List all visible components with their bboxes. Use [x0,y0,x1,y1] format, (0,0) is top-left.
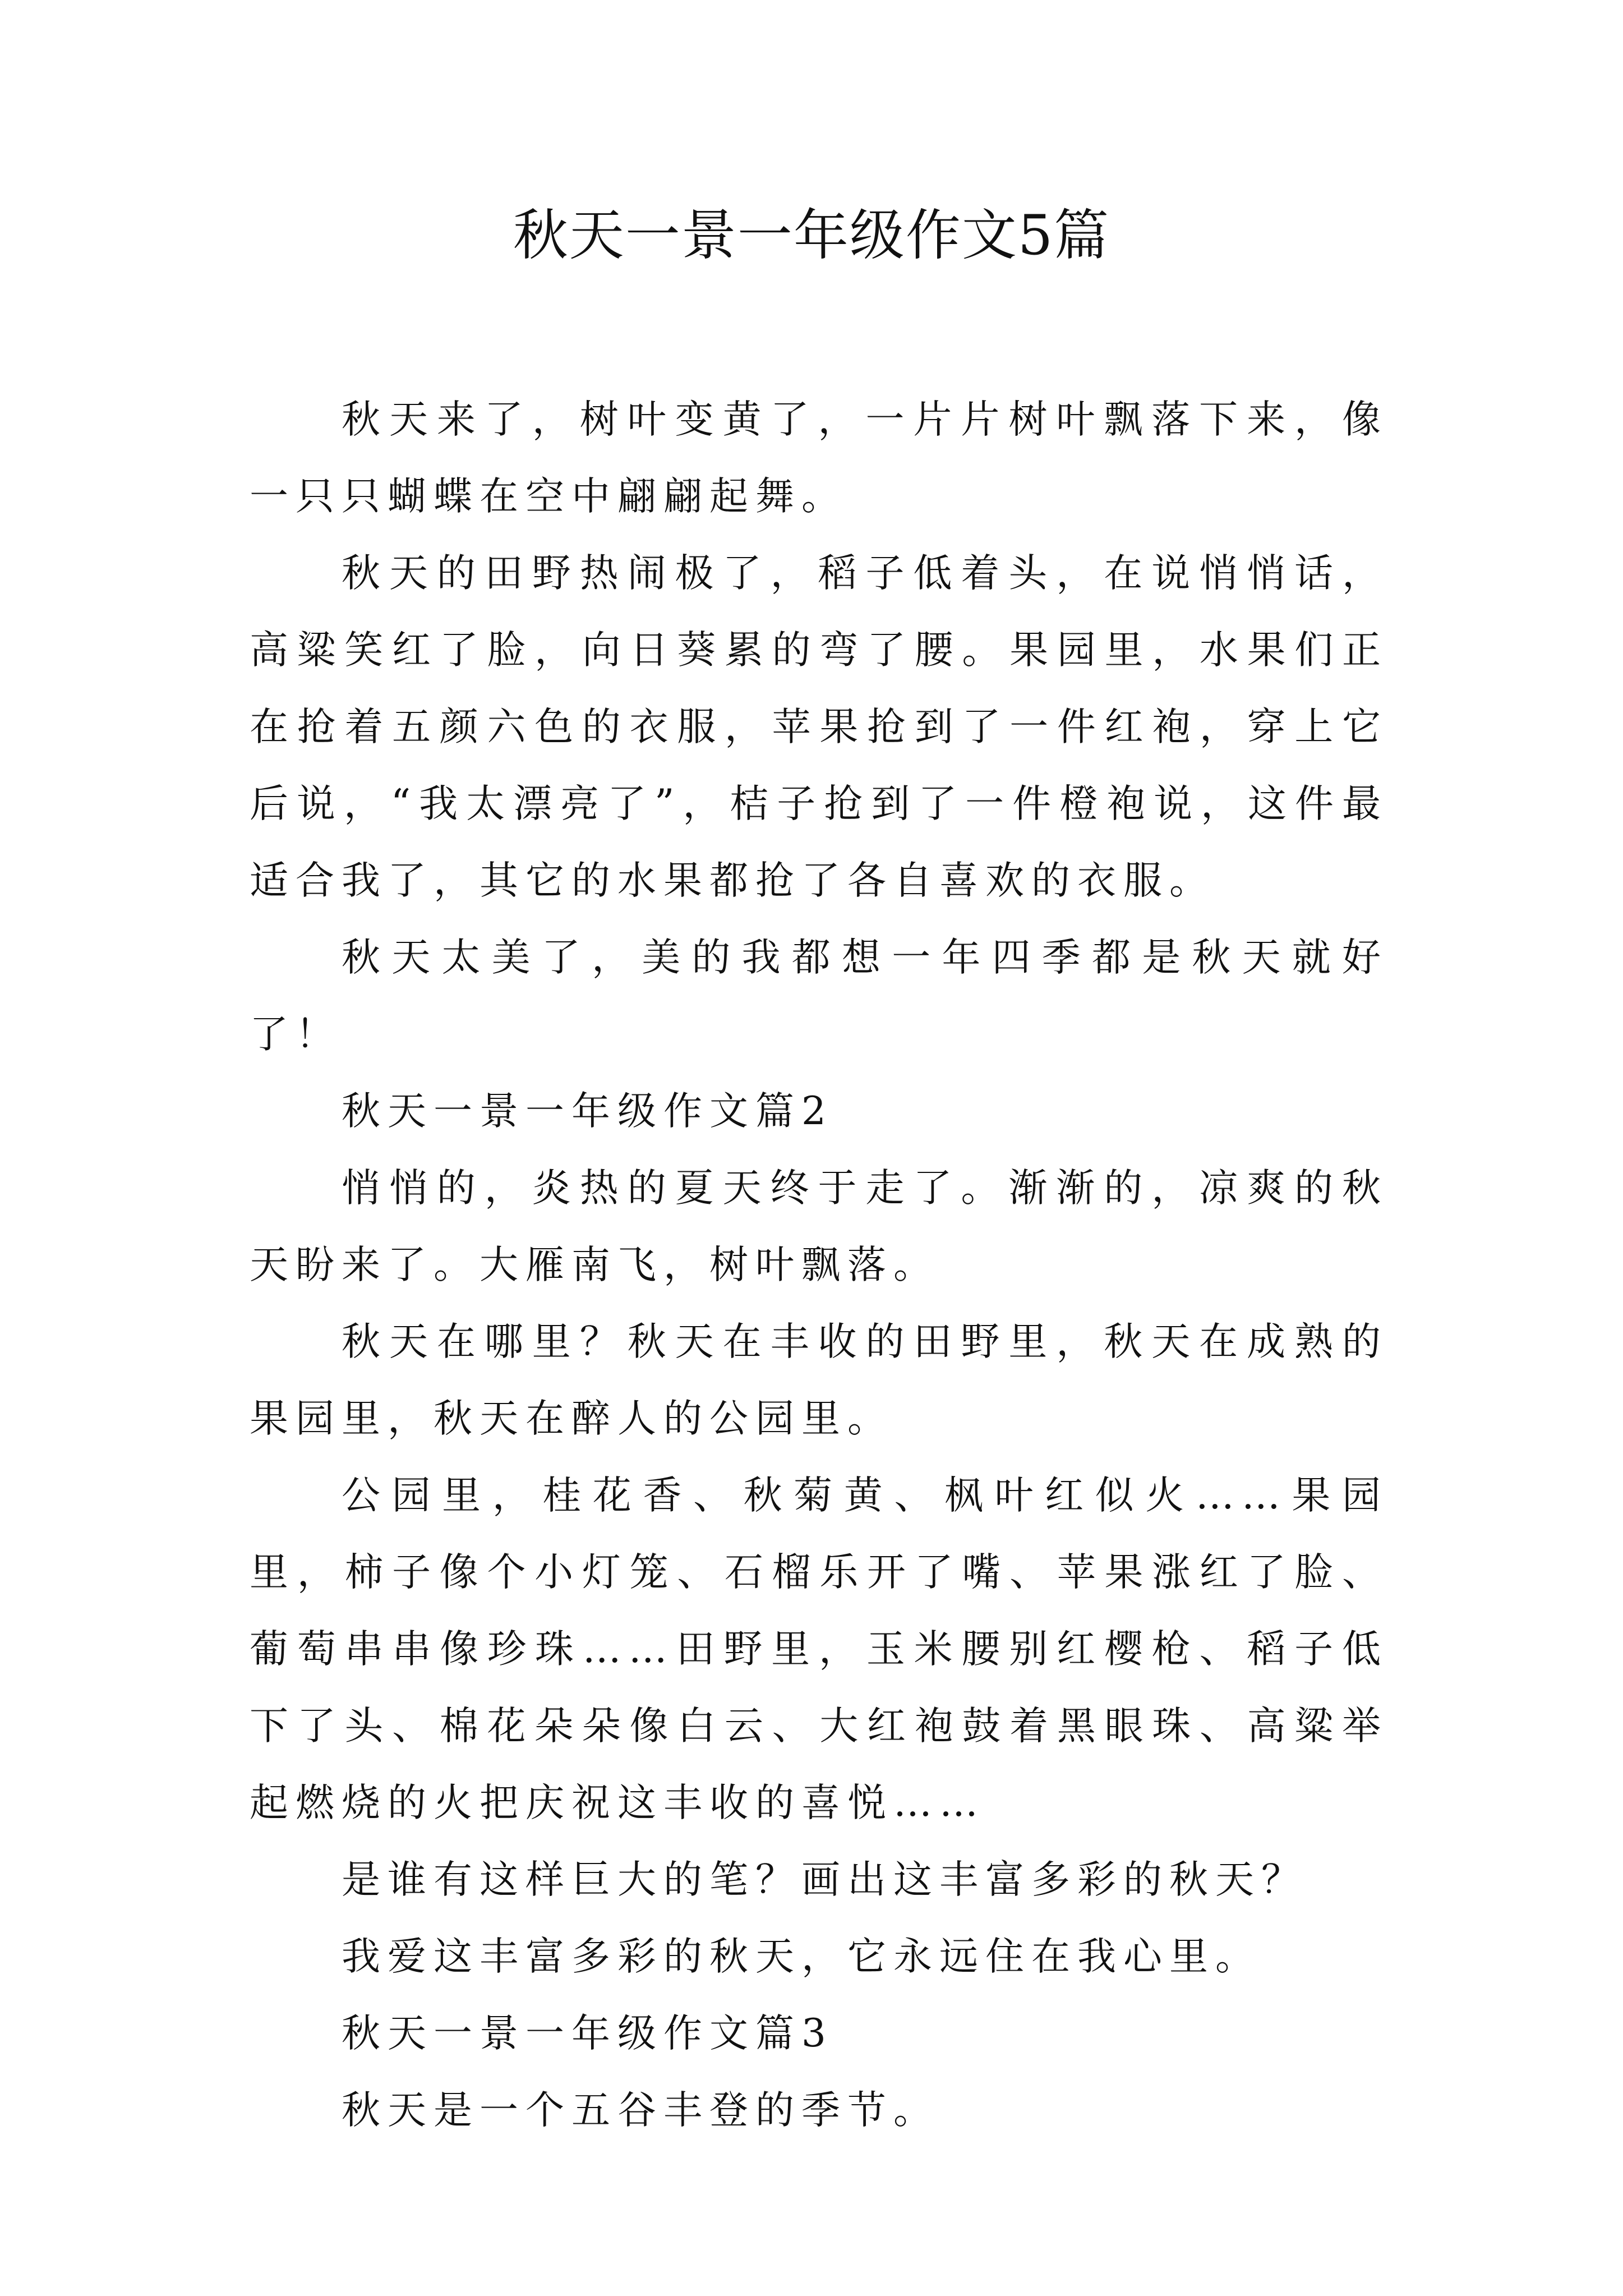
paragraph: 我爱这丰富多彩的秋天，它永远住在我心里。 [342,1934,1261,1979]
paragraph: 秋天来了，树叶变黄了，一片片树叶飘落下来，像一只只蝴蝶在空中翩翩起舞。 [250,397,1388,519]
paragraph: 悄悄的，炎热的夏天终于走了。渐渐的，凉爽的秋天盼来了。大雁南飞，树叶飘落。 [250,1166,1388,1287]
paragraph: 秋天在哪里？秋天在丰收的田野里，秋天在成熟的果园里，秋天在醉人的公园里。 [250,1319,1388,1441]
document-body [250,381,1388,2149]
paragraph: 秋天太美了，美的我都想一年四季都是秋天就好了！ [250,935,1388,1057]
section-heading: 秋天一景一年级作文篇3 [342,2011,833,2056]
paragraph: 秋天是一个五谷丰登的季节。 [342,2088,939,2133]
paragraph: 是谁有这样巨大的笔？画出这丰富多彩的秋天？ [342,1857,1307,1902]
section-heading: 秋天一景一年级作文篇2 [342,1089,833,1134]
paragraph: 公园里，桂花香、秋菊黄、枫叶红似火……果园里，柿子像个小灯笼、石榴乐开了嘴、苹果涨红了脸、葡萄串串像珍珠……田野里，玉米腰别红樱枪、稻子低下了头、棉花朵朵像白云、大红袍鼓着黑眼珠、高粱举起燃烧的火把庆祝这丰收的喜悦…… [250,1473,1388,1825]
paragraph: 秋天的田野热闹极了，稻子低着头，在说悄悄话，高粱笑红了脸，向日葵累的弯了腰。果园里，水果们正在抢着五颜六色的衣服，苹果抢到了一件红袍，穿上它后说，“我太漂亮了”，桔子抢到了一件橙袍说，这件最适合我了，其它的水果都抢了各自喜欢的衣服。 [250,551,1388,903]
document-title: 秋天一景一年级作文5篇 [513,204,1110,268]
